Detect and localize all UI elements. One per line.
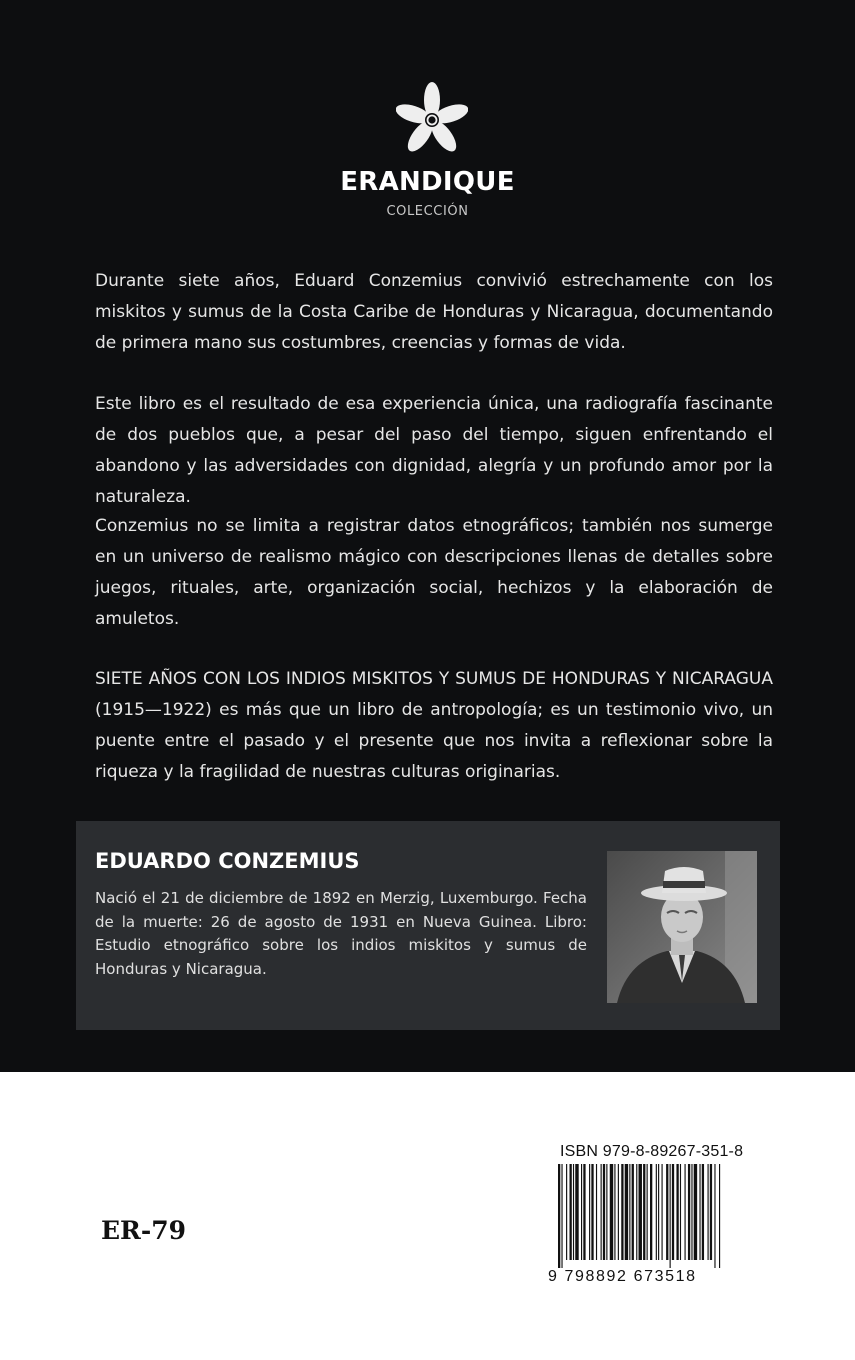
isbn-label: ISBN 979-8-89267-351-8 [560,1143,744,1160]
barcode-bar [596,1164,597,1260]
barcode-bar [672,1164,674,1260]
barcode-bar [558,1164,560,1268]
barcode-bar [639,1164,642,1260]
barcode-bar [680,1164,681,1260]
barcode-bar [591,1164,593,1260]
author-bio-text: Nació el 21 de diciembre de 1892 en Merzig, Luxemburgo. Fecha de la muerte: 26 de agosto de 1931 en Nueva Guinea. Libro: Estudio etnográfico sobre los indios miskitos y sumus de Honduras y Nicaragua. [95,889,587,978]
barcode-bar [606,1164,607,1260]
barcode-bar [566,1164,567,1260]
barcode-bar [643,1164,645,1260]
barcode-bar [621,1164,623,1260]
flower-logo-icon [396,82,468,162]
barcode-bar [656,1164,657,1260]
description-paragraph-3: Conzemius no se limita a registrar datos etnográficos; también nos sumerge en un universo de realismo mágico con descripciones llenas de detalles sobre juegos, rituales, arte, organización social, hechizos y la elaboración de amuletos. [95,516,773,629]
barcode-bar [575,1164,578,1260]
barcode-bar [714,1164,715,1268]
barcode-bar [647,1164,648,1260]
barcode-bar [702,1164,704,1260]
isbn-barcode-image [548,1164,724,1284]
barcode-bar [688,1164,690,1260]
description-paragraph-1: Durante siete años, Eduard Conzemius convivió estrechamente con los miskitos y sumus de la Costa Caribe de Honduras y Nicaragua, documentando de primera mano sus costumbres, creencias y formas de vida. [95,271,773,353]
barcode-bar [614,1164,615,1260]
barcode-bar [666,1164,668,1260]
barcode-bar [561,1164,562,1268]
barcode-bar [583,1164,585,1260]
series-code: ER-79 [101,1216,186,1245]
barcode-bar [603,1164,605,1260]
barcode-bar [710,1164,712,1260]
barcode-bar [636,1164,637,1260]
author-portrait-image [607,851,757,1003]
barcode-bar [629,1164,630,1260]
author-name: EDUARDO CONZEMIUS [95,849,360,873]
barcode-bar [676,1164,678,1260]
barcode-bar [694,1164,697,1260]
barcode-bar [601,1164,602,1260]
description-paragraph-4: SIETE AÑOS CON LOS INDIOS MISKITOS Y SUMUS DE HONDURAS Y NICARAGUA (1915—1922) es más que un libro de antropología; es un testimonio vivo, un puente entre el pasado y el presente que nos invita a reflexionar sobre la riqueza y la fragilidad de nuestras culturas originarias. [95,669,773,782]
author-bio-panel [76,821,780,1030]
barcode-digits: 9 798892 673518 [548,1268,697,1284]
barcode-bar [618,1164,619,1260]
barcode-bar [670,1164,671,1268]
barcode-bar [570,1164,572,1260]
barcode-bar [625,1164,628,1260]
barcode-bar [589,1164,590,1260]
brand-name: ERANDIQUE [340,167,515,197]
barcode-bar [581,1164,582,1260]
barcode-bar [650,1164,652,1260]
barcode-bar [610,1164,613,1260]
barcode-bar [685,1164,686,1260]
barcode-bar [662,1164,663,1260]
barcode-bar [719,1164,720,1268]
barcode-bar [658,1164,659,1260]
barcode-bar [632,1164,634,1260]
barcode-bar [573,1164,574,1260]
barcode-bar [708,1164,709,1260]
barcode-bar [691,1164,692,1260]
brand-subtitle: COLECCIÓN [386,204,469,219]
barcode-bar [699,1164,700,1260]
description-paragraph-2: Este libro es el resultado de esa experiencia única, una radiografía fascinante de dos pueblos que, a pesar del paso del tiempo, siguen enfrentando el abandono y las adversidades con dignidad, alegría y un profundo amor por la naturaleza. [95,394,773,507]
